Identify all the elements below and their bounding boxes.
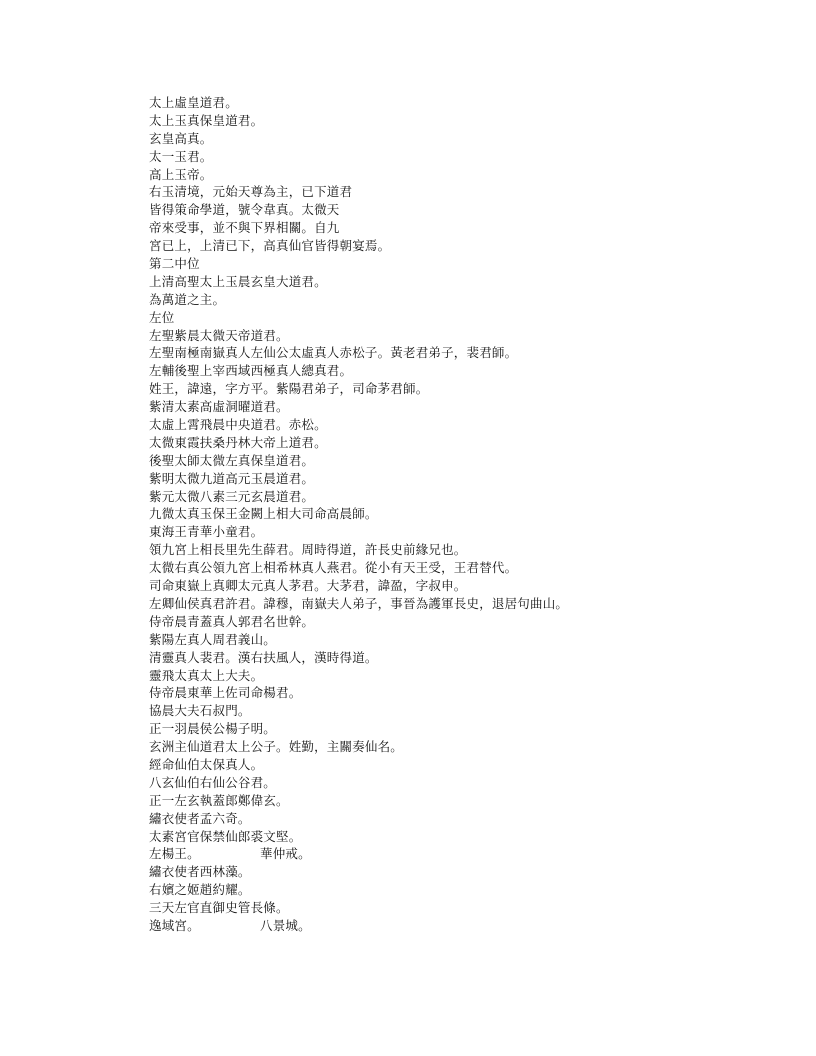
two-column-line — [149, 845, 789, 863]
text-line: 太虛上霄飛晨中央道君。赤松。 — [149, 417, 327, 433]
two-column-right: 華仲戒。 — [260, 846, 311, 862]
text-line: 太上玉真保皇道君。 — [149, 112, 264, 128]
text-line: 皆得策命學道，號令韋真。太微天 — [149, 202, 340, 218]
text-line: 正一左玄執蓋郎鄭偉玄。 — [149, 792, 289, 808]
text-line: 繡衣使者西林藻。 — [149, 864, 251, 880]
text-line: 帝來受事，並不與下界相關。自九 — [149, 220, 340, 236]
text-line: 紫元太微八素三元玄晨道君。 — [149, 488, 315, 504]
two-column-right: 八景城。 — [260, 917, 311, 933]
text-line: 姓王，諱遠，字方平。紫陽君弟子，司命茅君師。 — [149, 381, 429, 397]
text-line: 高上玉帝。 — [149, 166, 213, 182]
text-line: 九微太真玉保王金闕上相大司命高晨師。 — [149, 506, 378, 522]
text-line: 為萬道之主。 — [149, 291, 226, 307]
text-line: 左聖南極南嶽真人左仙公太虛真人赤松子。黃老君弟子，裴君師。 — [149, 345, 518, 361]
text-line: 上清高聖太上玉晨玄皇大道君。 — [149, 273, 327, 289]
text-line: 玄皇高真。 — [149, 130, 213, 146]
text-line: 左聖紫晨太微天帝道君。 — [149, 327, 289, 343]
two-column-line — [149, 917, 789, 935]
text-line: 侍帝晨東華上佐司命楊君。 — [149, 685, 302, 701]
text-line: 紫清太素高虛洞曜道君。 — [149, 399, 289, 415]
two-column-left: 逸域宮。 — [149, 917, 200, 933]
text-line: 宮已上，上清已下，高真仙官皆得朝宴焉。 — [149, 238, 391, 254]
text-line: 右玉清境，元始天尊為主，已下道君 — [149, 184, 353, 200]
text-line: 東海王青華小童君。 — [149, 524, 264, 540]
text-line: 左卿仙侯真君許君。諱穆，南嶽夫人弟子，事晉為護軍長史，退居句曲山。 — [149, 595, 569, 611]
two-column-left: 左楊王。 — [149, 846, 200, 862]
text-line: 紫明太微九道高元玉晨道君。 — [149, 470, 315, 486]
text-line: 侍帝晨青蓋真人郭君名世幹。 — [149, 613, 315, 629]
text-line: 太微右真公領九宮上相希林真人燕君。從小有天王受，王君替代。 — [149, 560, 518, 576]
text-line: 紫陽左真人周君義山。 — [149, 631, 277, 647]
text-line: 清靈真人裴君。漢右扶風人，漢時得道。 — [149, 649, 378, 665]
document-text — [149, 94, 789, 935]
text-line: 後聖太師太微左真保皇道君。 — [149, 452, 315, 468]
text-line: 協晨大夫石叔門。 — [149, 703, 251, 719]
text-line: 靈飛太真太上大夫。 — [149, 667, 264, 683]
text-line: 左輔後聖上宰西域西極真人總真君。 — [149, 363, 353, 379]
text-line: 正一羽晨侯公楊子明。 — [149, 721, 277, 737]
text-line: 右嬪之姬趙約耀。 — [149, 882, 251, 898]
text-line: 司命東嶽上真卿太元真人茅君。大茅君，諱盈，字叔申。 — [149, 578, 467, 594]
text-line: 太一玉君。 — [149, 148, 213, 164]
text-line: 繡衣使者孟六奇。 — [149, 810, 251, 826]
section-heading: 第二中位 — [149, 256, 200, 272]
text-line: 太素宮官保禁仙郎裘文堅。 — [149, 828, 302, 844]
text-line: 經命仙伯太保真人。 — [149, 756, 264, 772]
text-line: 三天左官直御史管長條。 — [149, 900, 289, 916]
text-line: 玄洲主仙道君太上公子。姓勤，主關奏仙名。 — [149, 739, 404, 755]
text-line: 八玄仙伯右仙公谷君。 — [149, 774, 277, 790]
text-line: 太上虛皇道君。 — [149, 95, 238, 110]
section-heading: 左位 — [149, 309, 175, 325]
text-line: 領九宮上相長里先生薛君。周時得道，許長史前緣兄也。 — [149, 542, 467, 558]
text-line: 太微東霞扶桑丹林大帝上道君。 — [149, 434, 327, 450]
